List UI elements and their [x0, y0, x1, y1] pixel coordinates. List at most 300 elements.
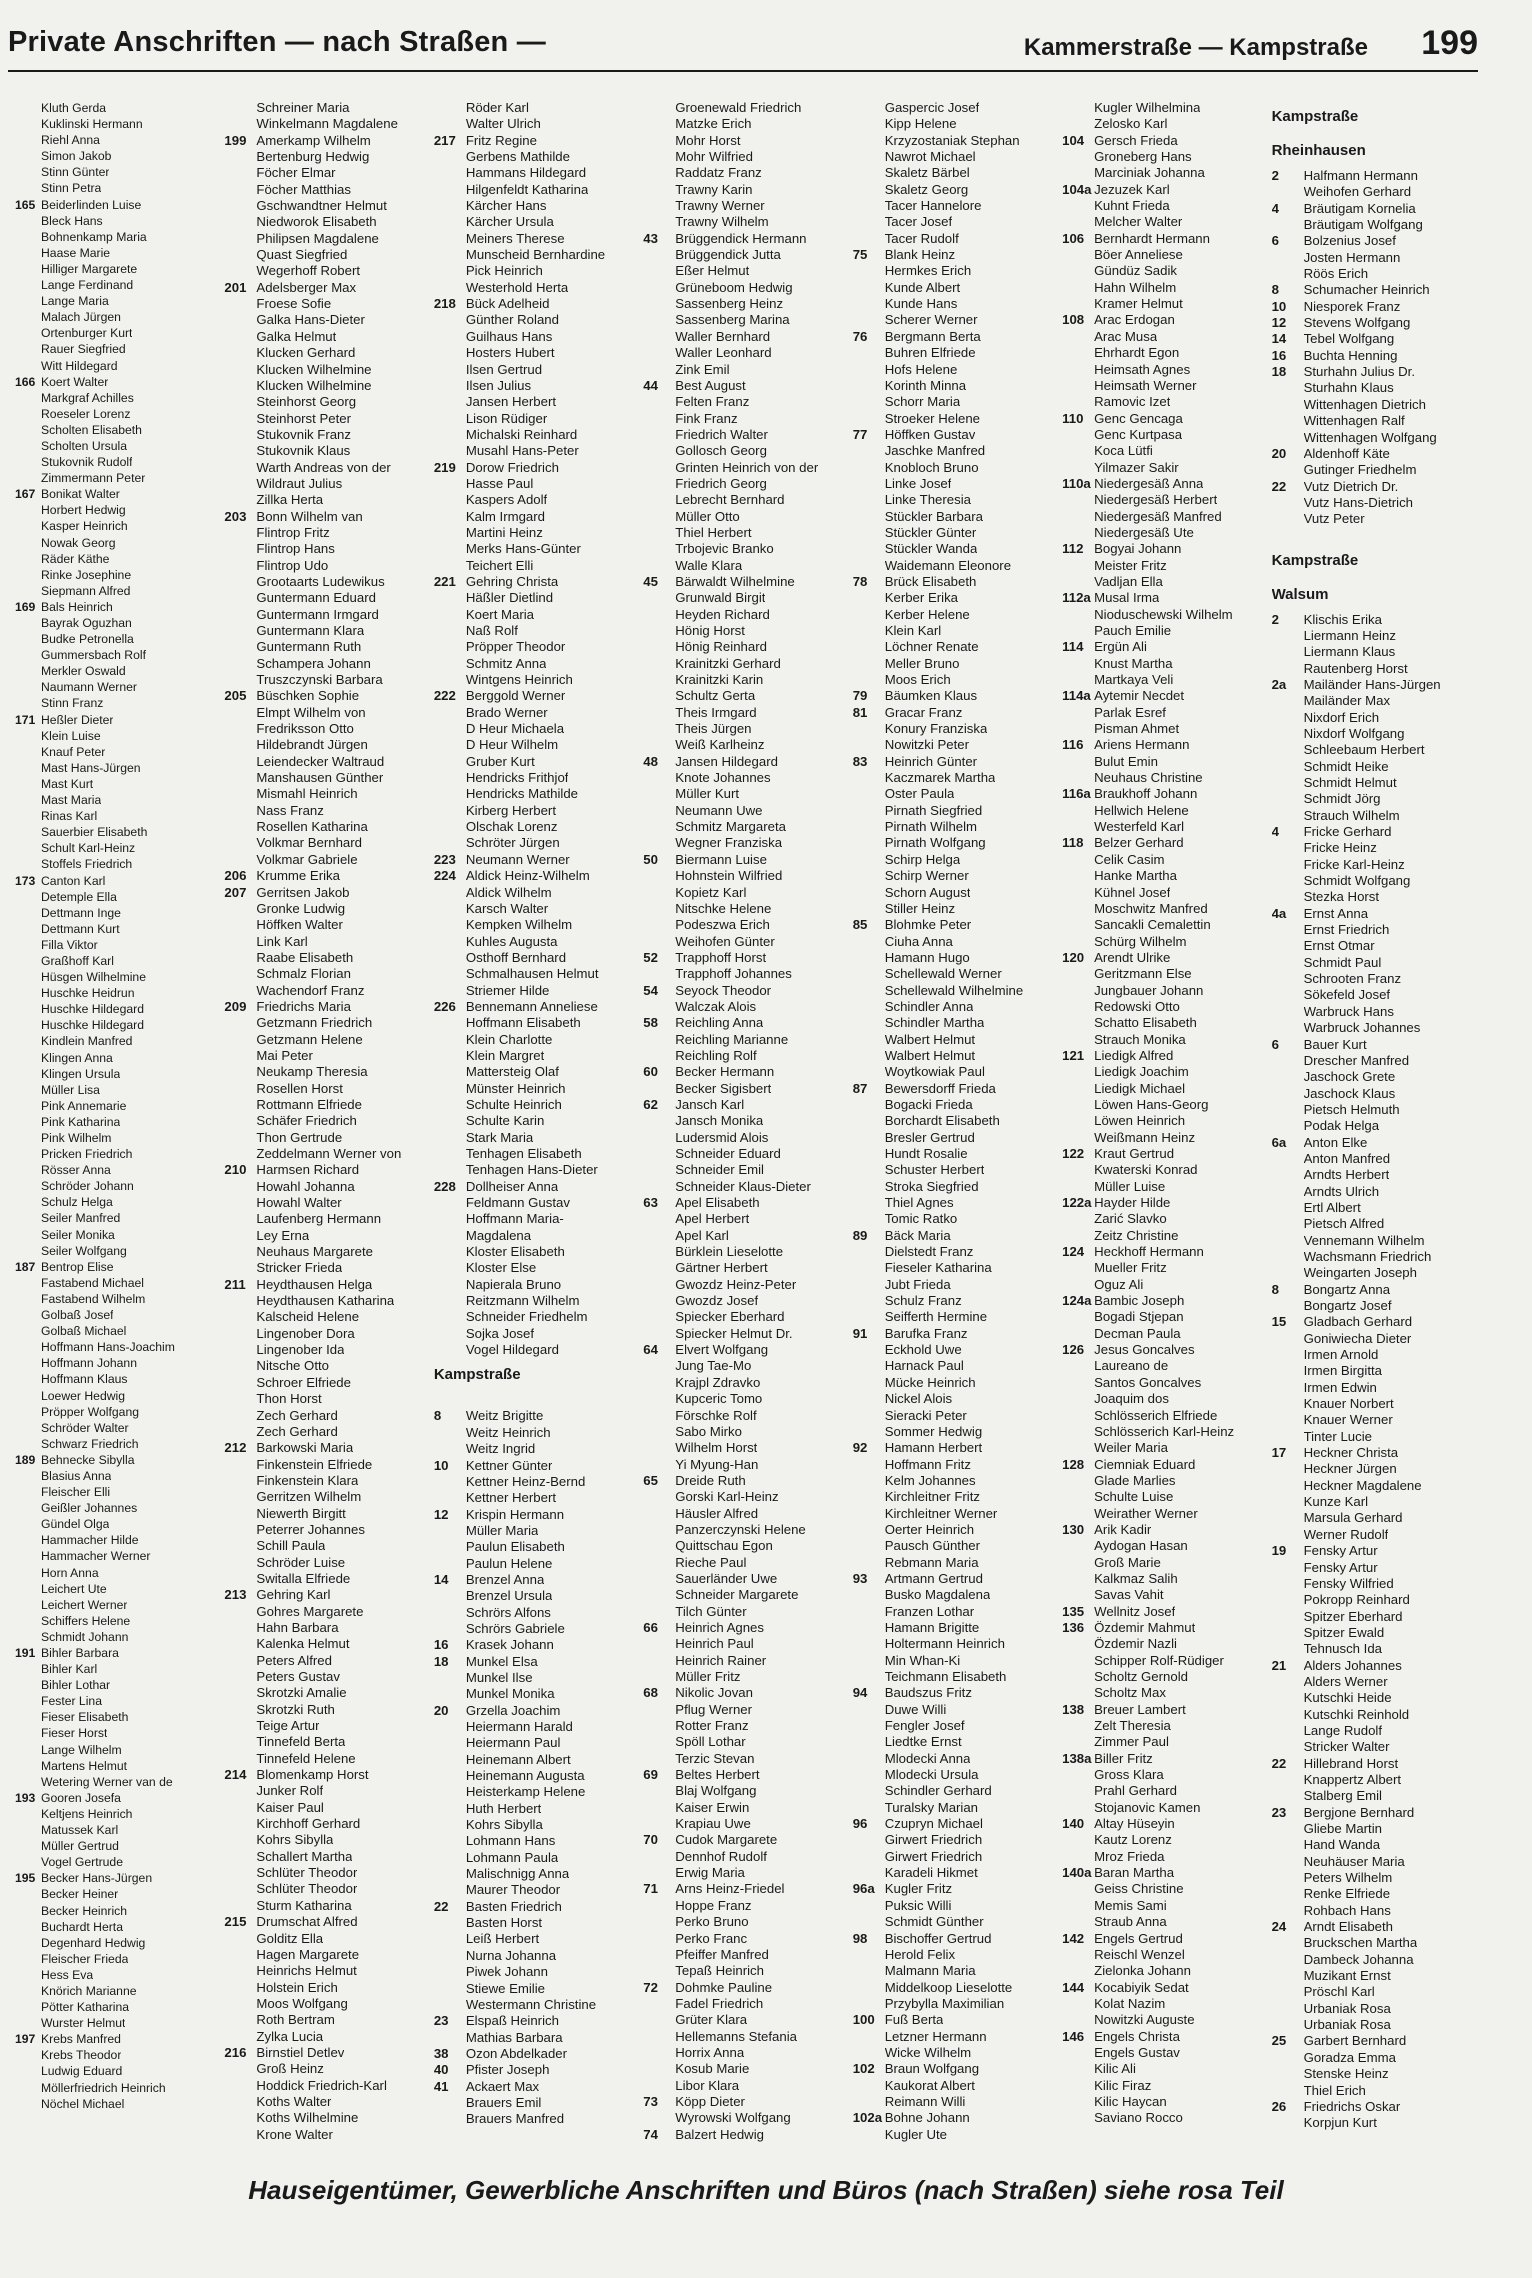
listing-entry	[853, 721, 1058, 737]
resident-name: Trapphoff Horst	[675, 949, 767, 965]
listing-entry	[224, 1587, 429, 1603]
resident-name: Krasek Johann	[465, 1637, 554, 1653]
listing-entry	[434, 1981, 639, 1997]
listing-entry	[1272, 644, 1477, 660]
listing-entry	[434, 329, 639, 345]
listing-entry	[853, 214, 1058, 230]
listing-entry	[15, 2031, 220, 2047]
resident-name: Brüggendick Jutta	[675, 247, 781, 263]
listing-entry	[15, 1082, 220, 1098]
resident-name: Parlak Esref	[1094, 704, 1166, 720]
listing-entry	[1272, 1184, 1477, 1200]
listing-entry	[224, 1522, 429, 1538]
house-number: 54	[643, 982, 658, 998]
resident-name: Kettner Heinz-Bernd	[465, 1473, 586, 1489]
resident-name: Mlodecki Anna	[884, 1750, 971, 1766]
resident-name: Krzyzostaniak Stephan	[884, 132, 1020, 148]
resident-name: Herold Felix	[884, 1946, 956, 1962]
resident-name: Wegner Franziska	[675, 835, 783, 851]
resident-name: Peters Gustav	[256, 1669, 340, 1684]
resident-name: Steinhorst Peter	[256, 410, 351, 426]
resident-name: Turalsky Marian	[884, 1799, 979, 1815]
resident-name: Krebs Manfred	[41, 2032, 121, 2047]
resident-name: Schult Karl-Heinz	[41, 841, 136, 856]
listing-entry	[853, 1293, 1058, 1309]
listing-entry	[853, 1620, 1058, 1636]
resident-name: Vutz Dietrich Dr.	[1303, 478, 1399, 494]
listing-entry	[1272, 1870, 1477, 1886]
resident-name: Kosub Marie	[675, 2061, 750, 2077]
listing-entry	[434, 1556, 639, 1572]
listing-entry	[643, 182, 848, 198]
resident-name: Nowak Georg	[41, 535, 116, 550]
listing-entry	[643, 786, 848, 802]
resident-name: Stinn Petra	[41, 181, 102, 196]
listing-entry	[434, 1507, 639, 1523]
listing-entry	[1272, 1151, 1477, 1167]
resident-name: Schindler Gerhard	[884, 1783, 992, 1799]
house-number: 2	[1271, 168, 1279, 183]
resident-name: Friedrichs Maria	[256, 998, 351, 1014]
listing-entry	[1062, 460, 1267, 476]
resident-name: Pfister Joseph	[465, 2062, 550, 2078]
listing-entry	[15, 1291, 220, 1307]
resident-name: Kolat Nazim	[1094, 1995, 1166, 2011]
resident-name: Mailänder Hans-Jürgen	[1303, 676, 1441, 692]
resident-name: Stukovnik Klaus	[256, 443, 351, 459]
resident-name: Apel Karl	[675, 1227, 729, 1243]
resident-name: Kirchleitner Werner	[884, 1505, 998, 1521]
listing-entry	[15, 1323, 220, 1339]
listing-entry	[853, 1881, 1058, 1897]
resident-name: Gross Klara	[1094, 1767, 1164, 1783]
resident-name: Teichert Elli	[465, 557, 534, 573]
listing-entry	[434, 1768, 639, 1784]
resident-name: Heinrich Agnes	[675, 1619, 764, 1635]
resident-name: Howahl Walter	[256, 1195, 342, 1211]
resident-name: Renke Elfriede	[1303, 1886, 1391, 1902]
listing-entry	[1062, 1832, 1267, 1848]
listing-entry	[1062, 1081, 1267, 1097]
resident-name: Groenewald Friedrich	[675, 100, 802, 115]
listing-entry	[643, 770, 848, 786]
house-number: 100	[852, 2012, 875, 2028]
listing-entry	[434, 247, 639, 263]
listing-entry	[853, 2061, 1058, 2077]
listing-entry	[15, 1371, 220, 1387]
listing-entry	[434, 1670, 639, 1686]
listing-entry	[15, 1017, 220, 1033]
resident-name: Stückler Wanda	[884, 541, 978, 557]
listing-entry	[643, 607, 848, 623]
resident-name: Grüneboom Hedwig	[675, 279, 793, 295]
resident-name: Best August	[675, 377, 746, 393]
listing-entry	[643, 1865, 848, 1881]
resident-name: Wegerhoff Robert	[256, 263, 361, 279]
resident-name: Raddatz Franz	[675, 165, 762, 181]
resident-name: Vutz Peter	[1303, 511, 1365, 527]
listing-entry	[643, 901, 848, 917]
resident-name: Schneider Friedhelm	[465, 1309, 588, 1325]
house-number: 69	[643, 1767, 658, 1783]
resident-name: Klein Luise	[41, 728, 101, 743]
listing-entry	[224, 1342, 429, 1358]
listing-entry	[1062, 247, 1267, 263]
house-number: 20	[433, 1702, 449, 1718]
listing-entry	[853, 1391, 1058, 1407]
listing-entry	[643, 574, 848, 590]
resident-name: Schmidt Paul	[1303, 954, 1382, 970]
resident-name: Saviano Rocco	[1094, 2110, 1183, 2126]
resident-name: Thiel Erich	[1303, 2082, 1366, 2098]
listing-entry	[15, 2080, 220, 2096]
listing-entry	[434, 1850, 639, 1866]
listing-entry	[1062, 1849, 1267, 1865]
listing-entry	[224, 263, 429, 279]
resident-name: Fieser Horst	[41, 1726, 108, 1741]
resident-name: Fastabend Wilhelm	[41, 1291, 146, 1306]
listing-entry	[224, 198, 429, 214]
resident-name: Tinter Lucie	[1303, 1428, 1372, 1444]
listing-entry	[15, 1259, 220, 1275]
resident-name: Terzic Stevan	[675, 1750, 755, 1766]
listing-entry	[434, 1097, 639, 1113]
resident-name: Kaukorat Albert	[884, 2077, 975, 2093]
listing-entry	[643, 1293, 848, 1309]
resident-name: Karsch Walter	[465, 900, 549, 916]
resident-name: Warbruck Johannes	[1303, 1020, 1421, 1036]
address-listing	[15, 100, 1477, 2160]
listing-entry	[15, 390, 220, 406]
resident-name: Seifferth Hermine	[884, 1309, 988, 1325]
resident-name: Neumann Uwe	[675, 802, 763, 818]
resident-name: Gaspercic Josef	[884, 100, 980, 115]
listing-entry	[434, 1735, 639, 1751]
house-number: 102	[852, 2061, 875, 2077]
street-heading-text: Rheinhausen	[1271, 142, 1366, 159]
resident-name: Bäumken Klaus	[884, 688, 978, 704]
house-number: 25	[1271, 2033, 1287, 2049]
listing-entry	[224, 329, 429, 345]
house-number: 201	[224, 279, 247, 295]
listing-entry	[1272, 2017, 1477, 2033]
resident-name: Munscheid Bernhardine	[465, 247, 606, 263]
resident-name: Schumacher Heinrich	[1303, 282, 1430, 298]
resident-name: Brüggendick Hermann	[675, 230, 807, 246]
resident-name: Hilliger Margarete	[41, 261, 138, 276]
resident-name: Ernst Otmar	[1303, 938, 1375, 954]
resident-name: Merks Hans-Günter	[465, 541, 581, 557]
listing-entry	[643, 1277, 848, 1293]
listing-entry	[15, 1178, 220, 1194]
resident-name: Neuhaus Christine	[1094, 770, 1203, 786]
listing-entry	[434, 1784, 639, 1800]
listing-entry	[224, 1293, 429, 1309]
resident-name: Sojka Josef	[465, 1325, 535, 1341]
resident-name: Ramovic Izet	[1094, 394, 1171, 410]
house-number: 75	[852, 247, 868, 263]
listing-entry	[1062, 133, 1267, 149]
header-title-left: Private Anschriften — nach Straßen —	[8, 26, 546, 58]
resident-name: Münster Heinrich	[465, 1080, 566, 1096]
listing-entry	[1272, 413, 1477, 429]
resident-name: Grzella Joachim	[465, 1702, 561, 1718]
listing-entry	[643, 1587, 848, 1603]
resident-name: Musal Irma	[1094, 590, 1160, 606]
listing-entry	[643, 378, 848, 394]
resident-name: Joaquim dos	[1094, 1391, 1169, 1407]
house-number: 40	[433, 2062, 449, 2078]
resident-name: Pink Wilhelm	[41, 1131, 112, 1145]
listing-entry	[224, 1064, 429, 1080]
resident-name: Dollheiser Anna	[465, 1178, 559, 1194]
resident-name: Wachsmann Friedrich	[1303, 1248, 1432, 1264]
listing-entry	[224, 786, 429, 802]
resident-name: Vennemann Wilhelm	[1303, 1232, 1425, 1248]
resident-name: Balzert Hedwig	[675, 2126, 764, 2142]
house-number: 20	[1271, 445, 1287, 461]
resident-name: Stricker Walter	[1303, 1739, 1390, 1755]
listing-entry	[1062, 786, 1267, 802]
resident-name: Gschwandtner Helmut	[256, 198, 387, 214]
listing-entry	[1272, 693, 1477, 709]
resident-name: Tacer Josef	[884, 214, 953, 230]
house-number: 18	[433, 1653, 449, 1669]
resident-name: Dorow Friedrich	[465, 459, 559, 475]
listing-entry	[224, 1555, 429, 1571]
resident-name: Trawny Werner	[675, 198, 765, 214]
listing-entry	[1272, 1494, 1477, 1510]
listing-entry	[1272, 1265, 1477, 1281]
resident-name: Waller Leonhard	[675, 345, 772, 361]
listing-entry	[224, 427, 429, 443]
resident-name: Keltjens Heinrich	[41, 1806, 133, 1821]
resident-name: Kutschki Reinhold	[1303, 1706, 1410, 1722]
listing-entry	[224, 394, 429, 410]
house-number: 94	[852, 1685, 868, 1701]
resident-name: Flintrop Udo	[256, 557, 329, 573]
listing-entry	[15, 518, 220, 534]
listing-entry	[643, 116, 848, 132]
resident-name: Paulun Elisabeth	[465, 1539, 565, 1555]
resident-name: Fieser Elisabeth	[41, 1710, 129, 1725]
listing-entry	[434, 688, 639, 704]
listing-entry	[434, 1621, 639, 1637]
resident-name: Schirp Werner	[884, 868, 969, 884]
listing-entry	[643, 492, 848, 508]
resident-name: Hammacher Hilde	[41, 1533, 139, 1548]
house-number: 216	[224, 2044, 247, 2060]
listing-entry	[853, 786, 1058, 802]
resident-name: Sabo Mirko	[675, 1423, 742, 1439]
resident-name: Schwarz Friedrich	[41, 1436, 139, 1451]
listing-entry	[15, 615, 220, 631]
resident-name: Stiller Heinz	[884, 900, 956, 916]
resident-name: Gutinger Friedhelm	[1303, 462, 1417, 478]
listing-entry	[15, 1033, 220, 1049]
resident-name: Spitzer Ewald	[1303, 1624, 1385, 1640]
resident-name: Wittenhagen Dietrich	[1303, 396, 1426, 412]
listing-entry	[853, 1522, 1058, 1538]
listing-entry	[1062, 1097, 1267, 1113]
listing-entry	[224, 1832, 429, 1848]
listing-entry	[224, 345, 429, 361]
listing-entry	[1062, 1963, 1267, 1979]
resident-name: Meister Fritz	[1094, 557, 1167, 573]
listing-entry	[1272, 1886, 1477, 1902]
listing-column	[224, 100, 429, 2160]
resident-name: Kirberg Herbert	[465, 802, 556, 818]
listing-entry	[434, 1015, 639, 1031]
listing-entry	[643, 656, 848, 672]
listing-entry	[643, 1489, 848, 1505]
listing-entry	[1272, 282, 1477, 298]
resident-name: Korpjun Kurt	[1303, 2115, 1377, 2131]
listing-entry	[224, 1914, 429, 1930]
street-heading-text: Walsum	[1271, 585, 1329, 603]
listing-entry	[1062, 1162, 1267, 1178]
listing-entry	[224, 950, 429, 966]
resident-name: Geiss Christine	[1094, 1881, 1184, 1897]
listing-entry	[853, 1162, 1058, 1178]
listing-entry	[853, 2045, 1058, 2061]
street-heading-text: Kampstraße	[1271, 551, 1359, 569]
listing-entry	[643, 133, 848, 149]
listing-entry	[434, 1113, 639, 1129]
listing-entry	[224, 590, 429, 606]
listing-entry	[1272, 397, 1477, 413]
listing-entry	[643, 819, 848, 835]
listing-entry	[643, 1653, 848, 1669]
listing-entry	[434, 1801, 639, 1817]
listing-entry	[643, 1162, 848, 1178]
listing-entry	[853, 1702, 1058, 1718]
listing-entry	[853, 509, 1058, 525]
resident-name: Sieracki Peter	[884, 1407, 967, 1423]
listing-entry	[224, 868, 429, 884]
resident-name: Gerritsen Jakob	[256, 884, 350, 900]
resident-name: Trbojevic Branko	[675, 541, 774, 557]
listing-entry	[1062, 656, 1267, 672]
listing-entry	[434, 1048, 639, 1064]
resident-name: Bräutigam Kornelia	[1303, 200, 1416, 216]
house-number: 130	[1062, 1521, 1085, 1537]
house-number: 112	[1062, 541, 1084, 557]
house-number: 2	[1271, 611, 1279, 627]
listing-entry	[1272, 1919, 1477, 1935]
listing-entry	[853, 950, 1058, 966]
listing-entry	[1272, 1788, 1477, 1804]
resident-name: Knörich Marianne	[41, 1983, 137, 1998]
resident-name: Ilsen Gertrud	[465, 361, 543, 377]
listing-entry	[15, 1516, 220, 1532]
resident-name: Bihler Barbara	[41, 1646, 119, 1660]
resident-name: Schmidt Heike	[1303, 758, 1389, 774]
resident-name: Niewerth Birgitt	[256, 1505, 346, 1521]
resident-name: Linke Josef	[884, 475, 952, 491]
listing-entry	[1272, 348, 1477, 364]
resident-name: Groß Marie	[1094, 1554, 1161, 1570]
resident-name: Tinnefeld Berta	[256, 1734, 346, 1750]
resident-name: Pisman Ahmet	[1094, 721, 1180, 737]
resident-name: Bohnenkamp Maria	[41, 229, 147, 244]
listing-entry	[1062, 1800, 1267, 1816]
resident-name: Cudok Margarete	[675, 1832, 778, 1848]
listing-entry	[224, 1931, 429, 1947]
resident-name: Czupryn Michael	[884, 1816, 983, 1832]
resident-name: Filla Viktor	[41, 937, 98, 952]
resident-name: Zelt Theresia	[1094, 1718, 1171, 1734]
listing-entry	[643, 460, 848, 476]
listing-entry	[224, 1898, 429, 1914]
listing-entry	[434, 2046, 639, 2062]
listing-entry	[1272, 1445, 1477, 1461]
listing-entry	[1272, 906, 1477, 922]
listing-entry	[643, 1751, 848, 1767]
resident-name: Golditz Ella	[256, 1930, 324, 1946]
resident-name: Becker Hans-Jürgen	[41, 1871, 153, 1886]
listing-entry	[1272, 1952, 1477, 1968]
listing-entry	[1272, 2115, 1477, 2131]
resident-name: Zelosko Karl	[1094, 116, 1168, 132]
resident-name: Hess Eva	[41, 1967, 94, 1982]
listing-entry	[853, 966, 1058, 982]
resident-name: Reischl Wenzel	[1094, 1946, 1185, 1962]
resident-name: Kettner Herbert	[465, 1490, 556, 1506]
resident-name: Jaschke Manfred	[884, 443, 986, 459]
resident-name: Skaletz Georg	[884, 181, 969, 197]
listing-entry	[1272, 824, 1477, 840]
resident-name: Volkmar Bernhard	[256, 835, 362, 851]
listing-entry	[1062, 1996, 1267, 2012]
listing-entry	[643, 639, 848, 655]
listing-entry	[15, 1548, 220, 1564]
listing-entry	[1062, 329, 1267, 345]
resident-name: Birnstiel Detlev	[256, 2044, 345, 2060]
resident-name: Peterrer Johannes	[256, 1521, 365, 1537]
resident-name: Olschak Lorenz	[465, 819, 558, 835]
listing-entry	[853, 1015, 1058, 1031]
resident-name: Nöchel Michael	[41, 2096, 125, 2111]
resident-name: Höffken Walter	[256, 917, 343, 933]
listing-entry	[15, 1951, 220, 1967]
resident-name: Gladbach Gerhard	[1303, 1314, 1413, 1330]
listing-entry	[853, 901, 1058, 917]
listing-entry	[15, 180, 220, 196]
resident-name: Schorr Maria	[884, 394, 961, 410]
resident-name: Tepaß Heinrich	[675, 1963, 764, 1979]
listing-entry	[1062, 721, 1267, 737]
listing-entry	[643, 1898, 848, 1914]
resident-name: Barkowski Maria	[256, 1440, 354, 1456]
listing-entry	[224, 1963, 429, 1979]
resident-name: Simon Jakob	[41, 149, 112, 164]
resident-name: Schultz Gerta	[675, 688, 756, 704]
house-number: 116	[1062, 737, 1084, 753]
resident-name: Günther Roland	[465, 312, 559, 328]
resident-name: Canton Karl	[41, 873, 106, 888]
house-number: 128	[1062, 1456, 1085, 1472]
resident-name: Klingen Ursula	[41, 1066, 121, 1081]
listing-entry	[224, 2045, 429, 2061]
resident-name: Schreiner Maria	[256, 100, 350, 115]
resident-name: Pröpper Wolfgang	[41, 1404, 140, 1419]
listing-entry	[643, 1538, 848, 1554]
listing-entry	[1272, 184, 1477, 200]
listing-entry	[15, 808, 220, 824]
resident-name: Martens Helmut	[41, 1758, 128, 1773]
listing-entry	[15, 1983, 220, 1999]
